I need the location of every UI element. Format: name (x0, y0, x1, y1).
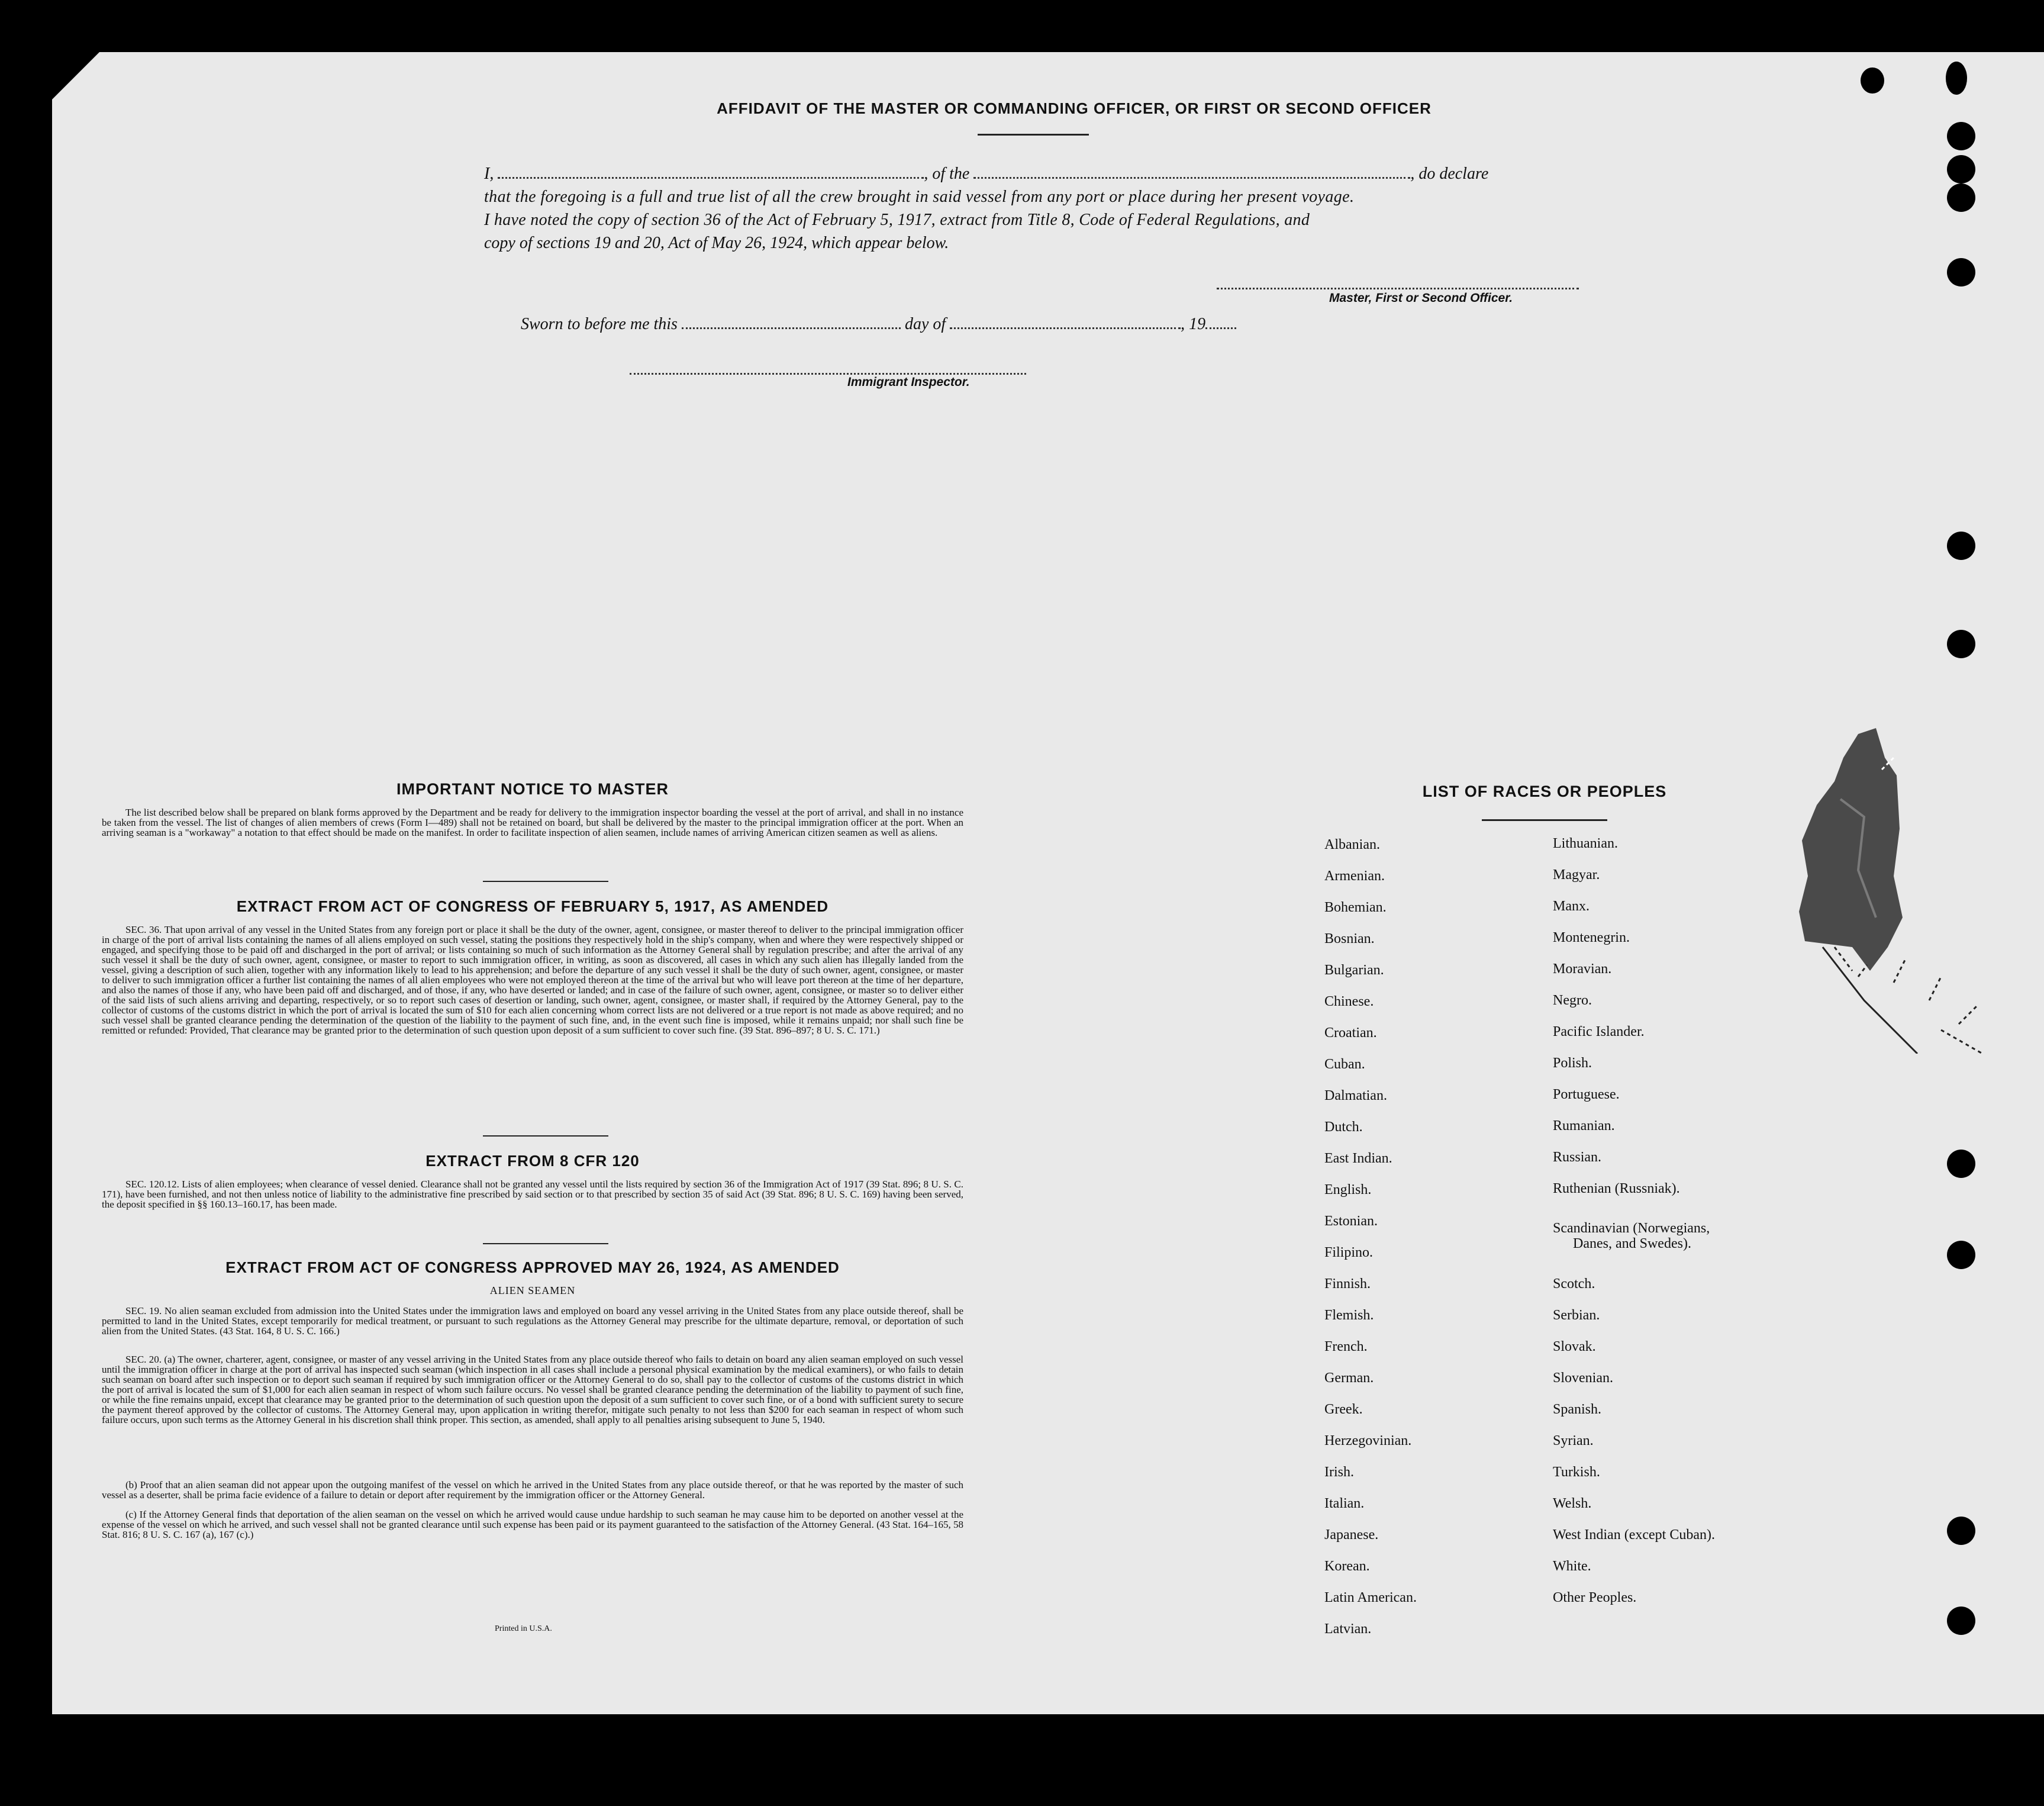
race-item: Chinese. (1324, 994, 1374, 1009)
extract-1917-title: EXTRACT FROM ACT OF CONGRESS OF FEBRUARY 5, 1917, AS AMENDED (236, 897, 829, 915)
race-item: Armenian. (1324, 868, 1385, 884)
section-20c-text: (c) If the Attorney General finds that deportation of the alien seaman on the vessel on which he arrived would cause undue hardship to such seaman he may cause him to be deported on another vessel at the expense of the vessel on which he arrived, and such vessel shall not be granted clearance until such expense has been paid or its payment guaranteed to the satisfaction of the Attorney General. (43 Stat. 164–165, 58 Stat. 816; 8 U. S. C. 167 (a), 167 (c).) (102, 1509, 963, 1540)
race-item: East Indian. (1324, 1151, 1392, 1166)
sworn-prefix: Sworn to before me this (521, 315, 678, 333)
folded-corner (52, 52, 99, 99)
race-item: Latvian. (1324, 1621, 1372, 1637)
race-item: Slovak. (1553, 1339, 1596, 1354)
document-sheet (52, 52, 2044, 1714)
race-item: Finnish. (1324, 1276, 1371, 1292)
race-item: Cuban. (1324, 1057, 1365, 1072)
declarant-name-blank[interactable] (498, 163, 924, 179)
race-item: Irish. (1324, 1464, 1354, 1480)
race-item: German. (1324, 1370, 1374, 1386)
printed-in-usa: Printed in U.S.A. (495, 1624, 552, 1633)
sworn-year: , 19 (1181, 315, 1206, 333)
race-item: Korean. (1324, 1559, 1370, 1574)
alien-seamen-subtitle: ALIEN SEAMEN (489, 1285, 576, 1296)
binder-hole (1947, 155, 1975, 184)
section-36-text: SEC. 36. That upon arrival of any vessel in the United States from any foreign port or place it shall be the duty of the owner, agent, consignee, or master thereof to deliver to the principal immigration officer in charge of the port of arrival lists containing the names of all aliens employed on such vessel, stating the positions they respectively hold in the ship's company, when and where they were respectively shipped or engaged, and specifying those to be paid off and discharged in the port of arrival; or lists containing so much of such information as the Attorney General shall by regulation prescribe; and after the arrival of any such vessel it shall be the duty of such owner, agent, consignee, or master to report to such immigration officer, in writing, as soon as discovered, all cases in which any such alien has illegally landed from the vessel, giving a description of such alien, together with any information likely to lead to his apprehension; and before the departure of any such vessel it shall be the duty of such owner, agent, consignee, or master to deliver to such immigration officer a further list containing the names of all alien employees who were not employed thereon at the time of the arrival but who will leave port thereon at the time of her departure, and also the names of those if any, who have been paid off and discharged, and of those, if any, who have deserted or landed; and in case of the failure of such owner, agent, consignee, or master so to deliver either of the said lists of such aliens arriving and departing, respectively, or so to report such cases of desertion or landing, such owner, agent, consignee, or master shall, if required by the Attorney General, pay to the collector of customs of the customs district in which the port of arrival is located the sum of $10 for each alien concerning whom correct lists are not delivered or a true report is not made as above required; and no such vessel shall be granted clearance pending the determination of the question of the liability to the payment of such fine, and, in the event such fine is imposed, while it remains unpaid; nor shall such fine be remitted or refunded: Provided, That clearance may be granted prior to the determination of such question upon deposit of a sum sufficient to cover such fine. (39 Stat. 896–897; 8 U. S. C. 171.) (102, 924, 963, 1036)
race-item: Bulgarian. (1324, 962, 1384, 978)
race-item: Dalmatian. (1324, 1088, 1387, 1103)
master-signature-label: Master, First or Second Officer. (1329, 291, 1513, 305)
race-item: Serbian. (1553, 1308, 1600, 1323)
race-item: Magyar. (1553, 867, 1600, 883)
race-item: Turkish. (1553, 1464, 1600, 1480)
section-19-text: SEC. 19. No alien seaman excluded from admission into the United States under the immigration laws and employed on board any vessel arriving in the United States from any place outside thereof, shall be permitted to land in the United States, except temporarily for medical treatment, or pursuant to such regulations as the Attorney General may prescribe for the ultimate departure, removal, or deportation of such alien from the United States. (43 Stat. 164, 8 U. S. C. 166.) (102, 1305, 963, 1337)
section-20a-text: SEC. 20. (a) The owner, charterer, agent, consignee, or master of any vessel arriving in the United States from any place outside thereof who fails to detain on board any alien seaman employed on such vessel until the immigration officer in charge at the port of arrival has inspected such seaman (which inspection in all cases shall include a personal physical examination by the medical examiners), or who fails to detain such seaman on board after such inspection or to deport such seaman if required by such immigration officer or the Attorney General to do so, shall pay to the collector of customs of the customs district in which the port of arrival is located the sum of $1,000 for each alien seaman in respect of whom such failure occurs. No vessel shall be granted clearance pending the determination of the liability to payment of such fine, or while the fine remains unpaid, except that clearance may be granted prior to the determination of such question upon the deposit of a sum sufficient to cover such fine, or of a bond with sufficient surety to secure the payment thereof approved by the collector of customs. The Attorney General may, upon application in writing therefor, mitigate such penalty to not less than $200 for each seaman in respect of whom such failure occurs, upon such terms as the Attorney General in his discretion shall think proper. This section, as amended, shall apply to all penalties arising subsequent to June 5, 1940. (102, 1354, 963, 1425)
section-20b-text: (b) Proof that an alien seaman did not appear upon the outgoing manifest of the vessel on which he arrived in the United States from any place outside thereof, or that he was reported by the master of such vessel as a deserter, shall be prima facie evidence of a failure to detain or deport after requirement by the immigration officer or the Attorney General. (102, 1479, 963, 1501)
sworn-month-blank[interactable] (950, 313, 1181, 329)
race-item: Syrian. (1553, 1433, 1594, 1448)
affidavit-line-1 (484, 162, 1488, 185)
binder-hole (1947, 1607, 1975, 1635)
binder-hole (1947, 1241, 1975, 1269)
race-item: Russian. (1553, 1150, 1602, 1165)
race-item: Filipino. (1324, 1245, 1374, 1260)
race-item: Herzegovinian. (1324, 1433, 1412, 1448)
race-item: Japanese. (1324, 1527, 1379, 1543)
binder-hole (1947, 1150, 1975, 1178)
race-item: Albanian. (1324, 837, 1380, 852)
race-item: French. (1324, 1339, 1368, 1354)
affidavit-i: I, (484, 165, 494, 183)
section-120-12-text: SEC. 120.12. Lists of alien employees; when clearance of vessel denied. Clearance shall not be granted any vessel until the lists required by section 36 of the Immigration Act of 1917 (39 Stat. 896; 8 U. S. C. 171), have been furnished, and not then unless notice of liability to the administrative fine prescribed by said section or to that prescribed by section 35 of said Act (39 Stat. 896; 8 U. S. C. 169) having been served, the deposit specified in §§ 160.13–160.17, has been made. (102, 1179, 963, 1210)
notice-text: The list described below shall be prepared on blank forms approved by the Department and be ready for delivery to the immigration inspector boarding the vessel at the port of arrival, and shall in no instance be taken from the vessel. The list of changes of alien members of crews (Form I—489) shall not be retained on board, but shall be delivered by the master to the principal immigration officer at the port. When an arriving seaman is a "workaway" a notation to that effect should be made on the manifest. In order to facilitate inspection of alien seamen, include names of arriving American citizen seamen as well as aliens. (102, 807, 963, 838)
race-item: Negro. (1553, 993, 1592, 1008)
title-underline (978, 134, 1089, 136)
sworn-year-blank[interactable] (1205, 313, 1236, 329)
affidavit-declare: , do declare (1410, 165, 1489, 183)
binder-hole (1947, 1517, 1975, 1545)
race-item: Lithuanian. (1553, 836, 1618, 851)
race-item: Scotch. (1553, 1276, 1595, 1292)
affidavit-of-the: , of the (924, 165, 970, 183)
race-item: Moravian. (1553, 961, 1612, 977)
divider (483, 1135, 608, 1137)
race-item: English. (1324, 1182, 1372, 1197)
extract-1924-title: EXTRACT FROM ACT OF CONGRESS APPROVED MAY 26, 1924, AS AMENDED (225, 1258, 840, 1276)
extract-cfr-title: EXTRACT FROM 8 CFR 120 (425, 1152, 640, 1170)
master-signature-line[interactable] (1217, 288, 1579, 289)
race-item: Flemish. (1324, 1308, 1374, 1323)
race-item: Other Peoples. (1553, 1590, 1637, 1605)
race-item: Croatian. (1324, 1025, 1377, 1041)
race-item: Estonian. (1324, 1213, 1378, 1229)
race-item: Pacific Islander. (1553, 1024, 1645, 1039)
affidavit-line-2: that the foregoing is a full and true list of all the crew brought in said vessel from any port or place during her present voyage. (484, 188, 1355, 206)
vessel-name-blank[interactable] (973, 163, 1410, 179)
affidavit-line-4: copy of sections 19 and 20, Act of May 26, 1924, which appear below. (484, 234, 949, 252)
binder-hole (1947, 630, 1975, 658)
divider (483, 1243, 608, 1244)
notice-title: IMPORTANT NOTICE TO MASTER (396, 780, 669, 798)
race-item: Welsh. (1553, 1496, 1592, 1511)
race-item: Latin American. (1324, 1590, 1417, 1605)
race-item: White. (1553, 1559, 1591, 1574)
race-item: Greek. (1324, 1402, 1363, 1417)
affidavit-title: AFFIDAVIT OF THE MASTER OR COMMANDING OFFICER, OR FIRST OR SECOND OFFICER (717, 99, 1432, 117)
binder-hole (1946, 62, 1967, 95)
race-item: West Indian (except Cuban). (1553, 1527, 1715, 1543)
binder-hole (1947, 122, 1975, 150)
inspector-signature-line[interactable] (630, 373, 1026, 375)
inspector-signature-label: Immigrant Inspector. (847, 375, 970, 389)
race-item: Rumanian. (1553, 1118, 1615, 1134)
sworn-day-blank[interactable] (682, 313, 901, 329)
race-item: Polish. (1553, 1055, 1592, 1071)
race-item: Spanish. (1553, 1402, 1602, 1417)
race-item: Dutch. (1324, 1119, 1363, 1135)
race-item: Bosnian. (1324, 931, 1375, 947)
binder-hole (1861, 67, 1884, 94)
race-item: Slovenian. (1553, 1370, 1613, 1386)
race-item: Italian. (1324, 1496, 1365, 1511)
binder-hole (1947, 184, 1975, 212)
race-item: Ruthenian (Russniak). (1553, 1181, 1680, 1196)
binder-hole (1947, 258, 1975, 286)
race-item: Manx. (1553, 899, 1590, 914)
races-title: LIST OF RACES OR PEOPLES (1422, 783, 1667, 800)
race-item: Portuguese. (1553, 1087, 1620, 1102)
race-item: Bohemian. (1324, 900, 1387, 915)
race-item: Danes, and Swedes). (1573, 1236, 1691, 1251)
race-item: Scandinavian (Norwegians, (1553, 1221, 1710, 1236)
divider (483, 881, 608, 882)
affidavit-line-3: I have noted the copy of section 36 of the Act of February 5, 1917, extract from Title 8, Code of Federal Regulations, and (484, 211, 1310, 229)
binder-hole (1947, 532, 1975, 560)
races-title-underline (1482, 819, 1607, 821)
race-item: Montenegrin. (1553, 930, 1630, 945)
sworn-day-of: day of (904, 315, 946, 333)
sworn-line (521, 313, 1236, 336)
torn-paper-area (1787, 722, 2000, 1054)
